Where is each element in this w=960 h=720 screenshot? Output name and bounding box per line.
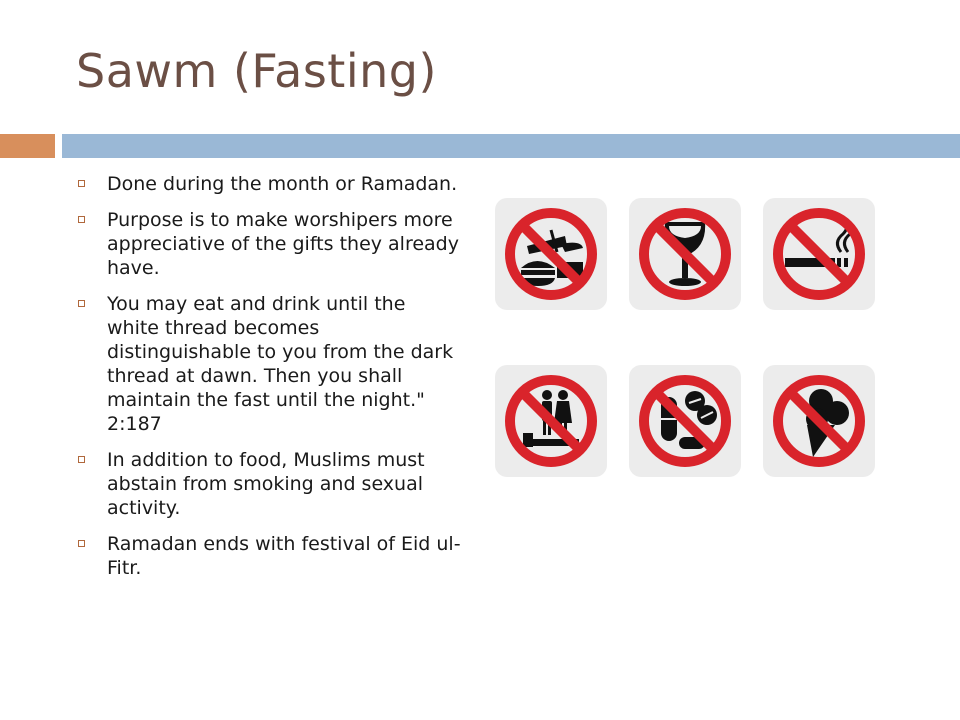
bullet-text: Ramadan ends with festival of Eid ul-Fitr. (107, 533, 461, 579)
bullet-square-icon (78, 180, 85, 187)
no-food-icon (493, 196, 609, 312)
bullet-square-icon (78, 540, 85, 547)
bullet-item (76, 208, 461, 280)
bullet-square-icon (78, 216, 85, 223)
bullet-item (76, 172, 461, 196)
accent-bar-blue (62, 134, 960, 158)
slide-title: Sawm (Fasting) (76, 44, 437, 98)
bullet-item (76, 532, 461, 580)
prohibition-icons-grid (480, 180, 894, 480)
no-smoking-icon (761, 196, 877, 312)
no-alcohol-icon (627, 196, 743, 312)
bullet-text: In addition to food, Muslims must abstain from smoking and sexual activity. (107, 449, 425, 519)
no-pills-icon (627, 363, 743, 479)
no-ice-cream-icon (761, 363, 877, 479)
bullet-text: Purpose is to make worshipers more appreciative of the gifts they already have. (107, 209, 459, 279)
no-sexual-activity-icon (493, 363, 609, 479)
bullet-text: You may eat and drink until the white thread becomes distinguishable to you from the dark thread at dawn. Then you shall maintain the fast until the night." 2:187 (107, 293, 454, 435)
bullet-square-icon (78, 456, 85, 463)
bullet-square-icon (78, 300, 85, 307)
bullet-item (76, 292, 461, 436)
bullet-item (76, 448, 461, 520)
bullet-list (76, 172, 461, 592)
bullet-text: Done during the month or Ramadan. (107, 173, 458, 195)
accent-bar-orange (0, 134, 55, 158)
